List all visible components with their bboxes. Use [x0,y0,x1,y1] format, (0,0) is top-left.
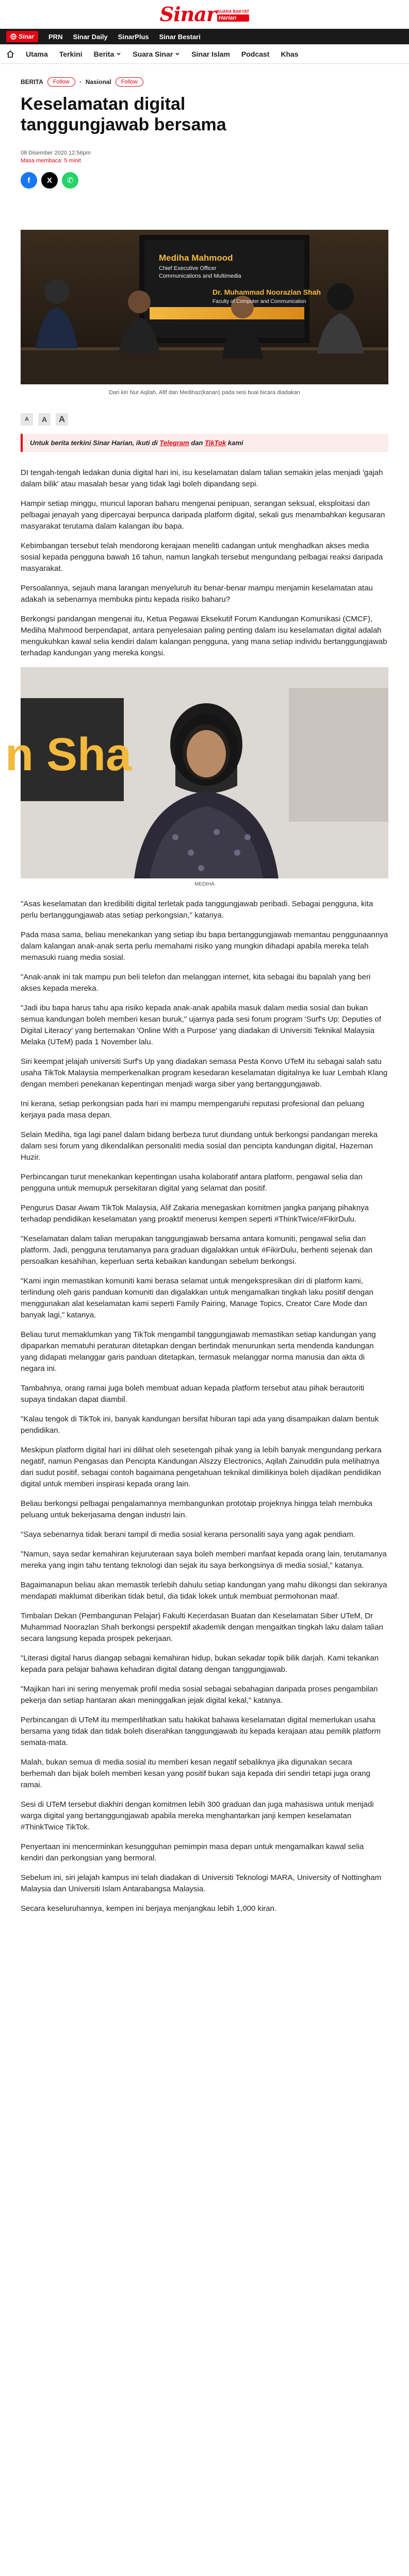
article-paragraph: "Literasi digital harus diangap sebagai kemahiran hidup, bukan sekadar topik bilik darjah. Kami tekankan kepada para pelajar bahawa kehadiran digital datang dengan tanggungjawab. [21,1654,379,1674]
article-paragraph: Ini kerana, setiap perkongsian pada hari ini mampu mempengaruhi reputasi profesional dan peluang kerjaya pada masa depan. [21,1099,365,1120]
article-paragraph: Perbincangan di UTeM itu memperlihatkan satu hakikat bahawa keselamatan digital memerlukan usaha bersama yang tidak dan tidak boleh diserahkan tanggungjawab itu kepada kerajaan atau pemilik platform semata-mata. [21,1716,381,1747]
network-bar [0,29,409,44]
network-icon [10,33,17,40]
tiktok-link[interactable]: TikTok [205,439,226,447]
article-paragraph: "Anak-anak ini tak mampu pun beli telefon dan melanggan internet, kita sebagai ibu bapalah yang beri akses kepada mereka. [21,973,371,993]
nav-item-berita-label: Berita [93,49,114,58]
logo-harian: Harian [217,14,249,22]
breadcrumb [21,77,388,87]
promo-suffix: kami [226,439,243,447]
promo-prefix: Untuk berita terkini Sinar Harian, ikuti di [30,439,160,447]
article-paragraph: Selain Mediha, tiga lagi panel dalam bidang berbeza turut diundang untuk berkongsi pandangan mereka dalam sesi forum yang dikendalikan personaliti media sosial dan pencipta kandungan digital, Hazeman Huzir. [21,1130,378,1162]
hero-image [21,230,388,384]
chevron-down-icon [116,52,121,57]
logo-tagline: SUARA BAKYAT [217,9,250,14]
hero-photo-illustration [21,230,388,384]
article-paragraph: Hampir setiap minggu, muncul laporan baharu mengenai penipuan, serangan seksual, eksploitasi dan pelbagai jenayah yang dipercayai berpunca daripada platform digital, sekali gus menambahkan kegusaran masyarakat terutama dalam kalangan ibu bapa. [21,499,385,531]
hero-banner-name: Mediha Mahmood [159,253,233,263]
logo-wordmark: Sinar [159,2,216,26]
network-link-prn[interactable]: PRN [48,32,63,41]
article-paragraph: Sebelum ini, siri jelajah kampus ini telah diadakan di Universiti Teknologi MARA, University of Nottingham Malaysia dan Universiti Islam Antarabangsa Malaysia. [21,1873,382,1893]
article-paragraph: Secara keseluruhannya, kempen ini berjaya menjangkau lebih 1,000 kiran. [21,1904,277,1913]
nav-item-suara-sinar[interactable] [133,50,180,58]
article-paragraphs-a [21,467,388,659]
article-paragraph: Siri keempat jelajah universiti Surf's Up yang diadakan semasa Pesta Konvo UTeM itu sebagai salah satu usaha TikTok Malaysia memperkenalkan program kesedaran keselamatan digitalnya ke luar Lembah Klang dengan memberi penekanan kepentingan menjadi warga siber yang bertanggungjawab. [21,1057,388,1089]
article-paragraph: Pada masa sama, beliau menekankan yang setiap ibu bapa bertanggungjawab memantau penggunaannya dalam kalangan anak-anak serta perlu memahami risiko yang mungkin dihadapi apabila mereka telah memasuki ruang media sosial. [21,930,388,962]
article-paragraph: Malah, bukan semua di media sosial itu memberi kesan negatif sebaliknya jika digunakan secara berhemah dan bijak boleh memberi kesan yang positif bukan saja kepada diri sendiri tetapi juga orang ramai. [21,1758,370,1789]
hero-banner-name2: Dr. Muhammad Noorazlan Shah [212,288,321,296]
inline-image-mediha [5,667,388,878]
font-size-large-button[interactable]: A [56,413,68,426]
logo-subtitle [217,9,249,22]
main-nav [0,44,409,64]
article-paragraph: "Namun, saya sedar kemahiran kejuruteraan saya boleh memberi manfaat kepada orang lain, terutamanya mereka yang ingin tahu tentang teknologi dan sejak itu saya berkongsinya di media sosial," katanya. [21,1550,387,1570]
site-header [0,0,409,29]
font-size-medium-button[interactable]: A [38,413,51,426]
article-paragraph: "Asas keselamatan dan kredibiliti digital terletak pada tanggungjawab peribadi. Sebagai pengguna, kita perlu bertanggungjawab atas setiap perkongsian," katanya. [21,900,373,920]
article-paragraph: Berkongsi pandangan mengenai itu, Ketua Pegawai Eksekutif Forum Kandungan Komunikasi (CMCF), Mediha Mahmood berpendapat, antara penyelesaian paling penting dalam isu keselamatan digital adalah mengukuhkan kawal selia kendiri dalam kalangan pengguna, yang mana setiap individu bertanggungjawab terhadap kandungan yang mereka kongsi. [21,615,387,657]
article-paragraph: "Kami ingin memastikan komuniti kami berasa selamat untuk mengekspresikan diri di platform kami, terlindung oleh garis panduan komuniti dan digalakkan untuk mengamalkan tingkah laku positif dengan menggunakan alat keselamatan kami seperti Family Pairing, Manage Topics, Creator Care Mode dan banyak lagi," katanya. [21,1277,373,1319]
article-container [0,77,409,1914]
article-body [5,467,388,1914]
read-time: Masa membaca: 5 minit [21,158,81,164]
follow-promo-banner [21,434,388,452]
network-label: Sinar [19,33,35,40]
nav-item-utama[interactable]: Utama [26,49,48,58]
article-paragraph: Perbincangan turut menekankan kepentingan usaha kolaboratif antara platform, pengawal selia dan pengguna untuk memupuk persekitaran digital yang selamat dan positif. [21,1173,363,1193]
nav-item-podcast[interactable]: Podcast [241,49,270,58]
article-paragraph: "Majikan hari ini sering menyemak profil media sosial sebagai sebahagian daripada proses pengambilan pekerja dan setiap hantaran akan meninggalkan jejak digital kekal," katanya. [21,1685,378,1705]
breadcrumb-separator: • [79,78,81,86]
article-paragraph: "Keselamatan dalam talian merupakan tanggungjawab bersama antara komuniti, pengawal selia dan platform. Jadi, pengguna terutamanya para graduan digalakkan untuk #FikirDulu, berhenti sejenak dan persoalkan kesahihan, keperluan serta kebaikan kandungan sebelum berkongsi. [21,1234,373,1266]
follow-subsection-button[interactable]: Follow [116,77,143,87]
nav-item-sinar-islam[interactable]: Sinar Islam [191,49,230,58]
article-paragraph: "Saya sebenarnya tidak berani tampil di media sosial kerana personaliti saya yang agak pendiam. [21,1530,356,1539]
share-bar [21,172,388,189]
article-title: Keselamatan digital tanggungjawab bersama [21,94,226,134]
article-paragraph: Kebimbangan tersebut telah mendorong kerajaan meneliti cadangan untuk menghadkan akses media sosial kepada pengguna bawah 16 tahun, namun langkah tersebut mengundang pelbagai reaksi daripada masyarakat. [21,541,383,573]
mediha-photo-illustration [5,667,388,878]
nav-item-berita[interactable] [94,50,122,58]
breadcrumb-subsection[interactable]: Nasional [85,78,111,86]
inline-backdrop-text: n Sha [5,729,132,781]
x-share-icon[interactable]: X [41,172,58,189]
article-paragraph: "Jadi ibu bapa harus tahu apa risiko kepada anak-anak apabila masuk dalam media sosial dan bukan semua kandungan boleh memberi kesan buruk," ujarnya pada sesi forum program 'Surf's Up: Deputies of Digital Literacy' yang bertemakan 'Online With a Purpose' yang diadakan di Universiti Teknikal Malaysia Melaka (UTeM) pada 1 November lalu. [21,1004,381,1046]
article-paragraph: Pengurus Dasar Awam TikTok Malaysia, Alif Zakaria menegaskan komitmen jangka panjang pihaknya terhadap pendidikan keselamatan yang proaktif menerusi kempen seperti #ThinkTwice/#FikirDulu. [21,1204,369,1224]
article-date: 08 Disember 2020 12:56pm [21,150,91,156]
article-paragraph: Beliau berkongsi pelbagai pengalamannya membangunkan prototaip projeknya hingga telah membuka peluang untuk bekerjasama dengan industri lain. [21,1499,373,1519]
sinar-network-button[interactable] [6,31,38,42]
hero-banner-role: Chief Executive Officer [159,265,217,272]
nav-item-khas[interactable]: Khas [281,49,299,58]
follow-section-button[interactable]: Follow [47,77,75,87]
article-paragraph: Meskipun platform digital hari ini dilihat oleh sesetengah pihak yang ia lebih banyak mengundang perkara negatif, namun Pengasas dan Pencipta Kandungan Alszzy Electronics, Aqilah Zainuddin pula melihatnya dari sudut positif, sebagai contoh bagaimana pengetahuan teknikal dimilikinya boleh dijadikan pendidikan digital untuk memberi inspirasi kepada orang lain. [21,1446,382,1488]
article-paragraph: Penyertaan ini mencerminkan kesungguhan pemimpin masa depan untuk mengamalkan kawal selia kendiri dan perkongsian yang bermoral. [21,1842,364,1862]
font-size-small-button[interactable]: A [21,413,33,426]
article-paragraphs-b [21,899,388,1914]
whatsapp-share-icon[interactable]: ✆ [62,172,78,189]
font-size-controls [21,413,388,426]
article-paragraph: Timbalan Dekan (Pembangunan Pelajar) Fakulti Kecerdasan Buatan dan Keselamatan Siber UTeM, Dr Muhammad Noorazlan Shah berkongsi perspektif akademik dengan mengaitkan tingkah laku dalam talian secara langsung kepada prospek pekerjaan. [21,1612,383,1643]
facebook-share-icon[interactable]: f [21,172,37,189]
article-paragraph: DI tengah-tengah ledakan dunia digital hari ini, isu keselamatan dalam talian semakin jelas menjadi 'gajah dalam bilik' atau masalah besar yang tidak lagi boleh dipandang sepi. [21,468,383,488]
nav-item-suara-sinar-label: Suara Sinar [133,49,173,58]
home-icon[interactable] [6,50,14,58]
article-meta [21,149,388,165]
breadcrumb-section[interactable]: BERITA [21,78,43,86]
hero-banner-org2: Faculty of Computer and Communication [212,299,306,304]
article-paragraph: Beliau turut memaklumkan yang TikTok mengambil tanggungjawab memastikan setiap kandungan yang dipaparkan mematuhi peraturan ditetapkan dengan bertindak menurunkan serta mendenda kandungan yang didapati melanggar garis panduan ditetapkan, termasuk melanggar norma manusia dan akta di negara ini. [21,1330,376,1373]
promo-mid: dan [189,439,205,447]
network-link-sinar-bestari[interactable]: Sinar Bestari [159,32,201,41]
nav-item-terkini[interactable]: Terkini [59,49,83,58]
article-paragraph: "Kalau tengok di TikTok ini, banyak kandungan bersifat hiburan tapi ada yang disampaikan dalam bentuk pendidikan. [21,1415,379,1435]
network-link-sinarplus[interactable]: SinarPlus [118,32,149,41]
network-link-sinar-daily[interactable]: Sinar Daily [73,32,108,41]
hero-caption: Dari kiri Nur Aqilah, Afif dan Medihaz(kanan) pada sesi bual bicara diadakan [109,389,300,396]
inline-image-caption: MEDIHA [194,882,215,887]
hero-banner-org: Communications and Multimedia [159,273,241,279]
chevron-down-icon [175,52,180,57]
article-paragraph: Sesi di UTeM tersebut diakhiri dengan komitmen lebih 300 graduan dan juga mahasiswa untuk menjadi warga digital yang bertanggungjawab apabila mereka menghantarkan janji kempen keselamatan #ThinkTwice TikTok. [21,1800,374,1832]
article-paragraph: Persoalannya, sejauh mana larangan menyeluruh itu benar-benar mampu menjamin keselamatan atau adakah ia sebenarnya membuka pintu kepada risiko baharu? [21,584,373,604]
sinar-harian-logo[interactable] [160,4,250,25]
telegram-link[interactable]: Telegram [159,439,189,447]
article-paragraph: Tambahnya, orang ramai juga boleh membuat aduan kepada platform tersebut atau pihak berautoriti supaya tindakan dapat diambil. [21,1384,365,1404]
article-paragraph: Bagaimanapun beliau akan memastik terlebih dahulu setiap kandungan yang mahu dikongsi dan sekiranya mendapati maklumat diberikan tidak betul, dia tidak lokek untuk membuat permohonan maaf. [21,1581,387,1601]
